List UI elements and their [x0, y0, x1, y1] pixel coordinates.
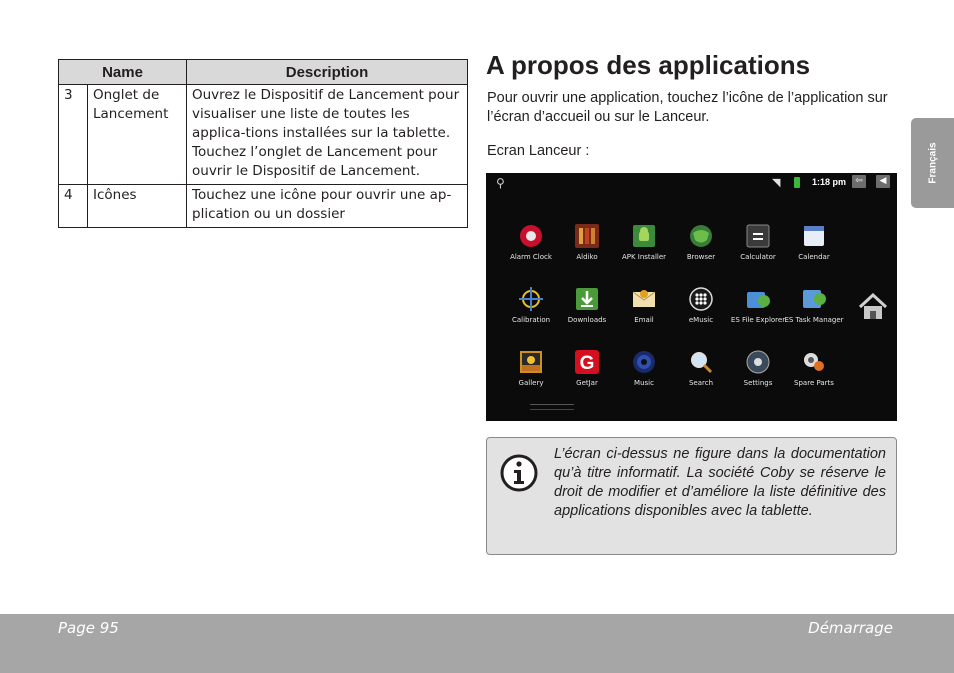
app-music — [614, 349, 674, 388]
app-downloads — [557, 286, 617, 325]
dock-handle — [530, 404, 574, 410]
music-icon — [631, 349, 657, 375]
app-apk-installer — [614, 223, 674, 262]
calibration-icon — [518, 286, 544, 312]
email-icon — [631, 286, 657, 312]
app-getjar — [557, 349, 617, 388]
app-es-file-explorer — [728, 286, 788, 325]
app-label: Browser — [686, 253, 716, 261]
app-label: Settings — [743, 379, 773, 387]
usb-icon: ⚲ — [496, 176, 505, 190]
page-number: Page 95 — [58, 619, 119, 637]
intro-paragraph: Pour ouvrir une application, touchez l’icône de l’application sur l’écran d’accueil ou sur le Lanceur. — [487, 90, 888, 125]
description-table — [58, 59, 468, 228]
row-number: 3 — [59, 85, 88, 185]
es-file-explorer-icon — [745, 286, 771, 312]
home-icon — [858, 293, 888, 325]
app-label: Aldiko — [576, 253, 598, 261]
search-icon — [688, 349, 714, 375]
page-title: A propos des applications — [486, 50, 811, 80]
aldiko-icon — [574, 223, 600, 249]
wifi-icon: ◥ — [772, 176, 781, 189]
row-description: Ouvrez le Dispositif de Lancement pour visualiser une liste de toutes les applica-tions installées sur la tablette. Touchez l’onglet de Lancement pour ouvrir le Dispositif de Lancement. — [187, 85, 468, 185]
table-header-row — [59, 60, 468, 85]
app-label: Calibration — [511, 316, 551, 324]
row-name: Onglet de Lancement — [88, 85, 187, 185]
row-name: Icônes — [88, 185, 187, 228]
calculator-icon — [745, 223, 771, 249]
app-browser — [671, 223, 731, 262]
apk-installer-icon — [631, 223, 657, 249]
page-footer — [0, 614, 954, 673]
header-name: Name — [59, 60, 187, 85]
app-aldiko — [557, 223, 617, 262]
note-text: L’écran ci-dessus ne figure dans la documentation qu’à titre informatif. La société Coby se réserve le droit de modifier et d’améliore la liste définitive des applications disponibles avec la tablette. — [554, 446, 886, 519]
emusic-icon — [688, 286, 714, 312]
app-gallery — [501, 349, 561, 388]
app-label: Calculator — [740, 253, 776, 261]
language-tab-label: Français — [927, 142, 939, 184]
app-email — [614, 286, 674, 325]
app-label: Music — [634, 379, 654, 387]
volume-icon: ◀ — [876, 175, 890, 188]
screen-caption: Ecran Lanceur : — [487, 143, 590, 159]
status-bar — [486, 173, 897, 193]
info-note — [486, 437, 897, 555]
svg-text:G: G — [579, 353, 595, 374]
section-name: Démarrage — [808, 619, 893, 637]
battery-icon — [794, 177, 800, 188]
app-spare-parts — [784, 349, 844, 388]
app-settings — [728, 349, 788, 388]
app-search — [671, 349, 731, 388]
status-clock: 1:18 pm — [812, 177, 847, 187]
calendar-icon — [801, 223, 827, 249]
app-label: Email — [634, 316, 654, 324]
alarm-clock-icon — [518, 223, 544, 249]
gallery-icon — [518, 349, 544, 375]
spare-parts-icon — [801, 349, 827, 375]
app-label: Search — [688, 379, 714, 387]
app-alarm-clock — [501, 223, 561, 262]
info-icon — [499, 453, 539, 497]
app-calendar — [784, 223, 844, 262]
app-calculator — [728, 223, 788, 262]
app-label: ES File Explorer — [730, 316, 786, 324]
app-label: Calendar — [798, 253, 830, 261]
app-label: GetJar — [576, 379, 598, 387]
app-label: Spare Parts — [794, 379, 834, 387]
app-label: eMusic — [688, 316, 714, 324]
app-label: Gallery — [518, 379, 544, 387]
es-task-manager-icon — [801, 286, 827, 312]
app-label: Alarm Clock — [510, 253, 552, 261]
app-label: Downloads — [567, 316, 607, 324]
header-description: Description — [187, 60, 468, 85]
browser-icon — [688, 223, 714, 249]
language-tab — [911, 118, 954, 208]
launcher-screenshot — [486, 173, 897, 421]
row-number: 4 — [59, 185, 88, 228]
app-label: ES Task Manager — [784, 316, 844, 324]
downloads-icon — [574, 286, 600, 312]
app-calibration — [501, 286, 561, 325]
app-emusic — [671, 286, 731, 325]
table-row — [59, 185, 468, 228]
app-label: APK Installer — [621, 253, 667, 261]
getjar-icon — [574, 349, 600, 375]
row-description: Touchez une icône pour ouvrir une ap-plication ou un dossier — [187, 185, 468, 228]
settings-icon — [745, 349, 771, 375]
table-row — [59, 85, 468, 185]
back-icon: ⇦ — [852, 175, 866, 188]
app-es-task-manager — [784, 286, 844, 325]
